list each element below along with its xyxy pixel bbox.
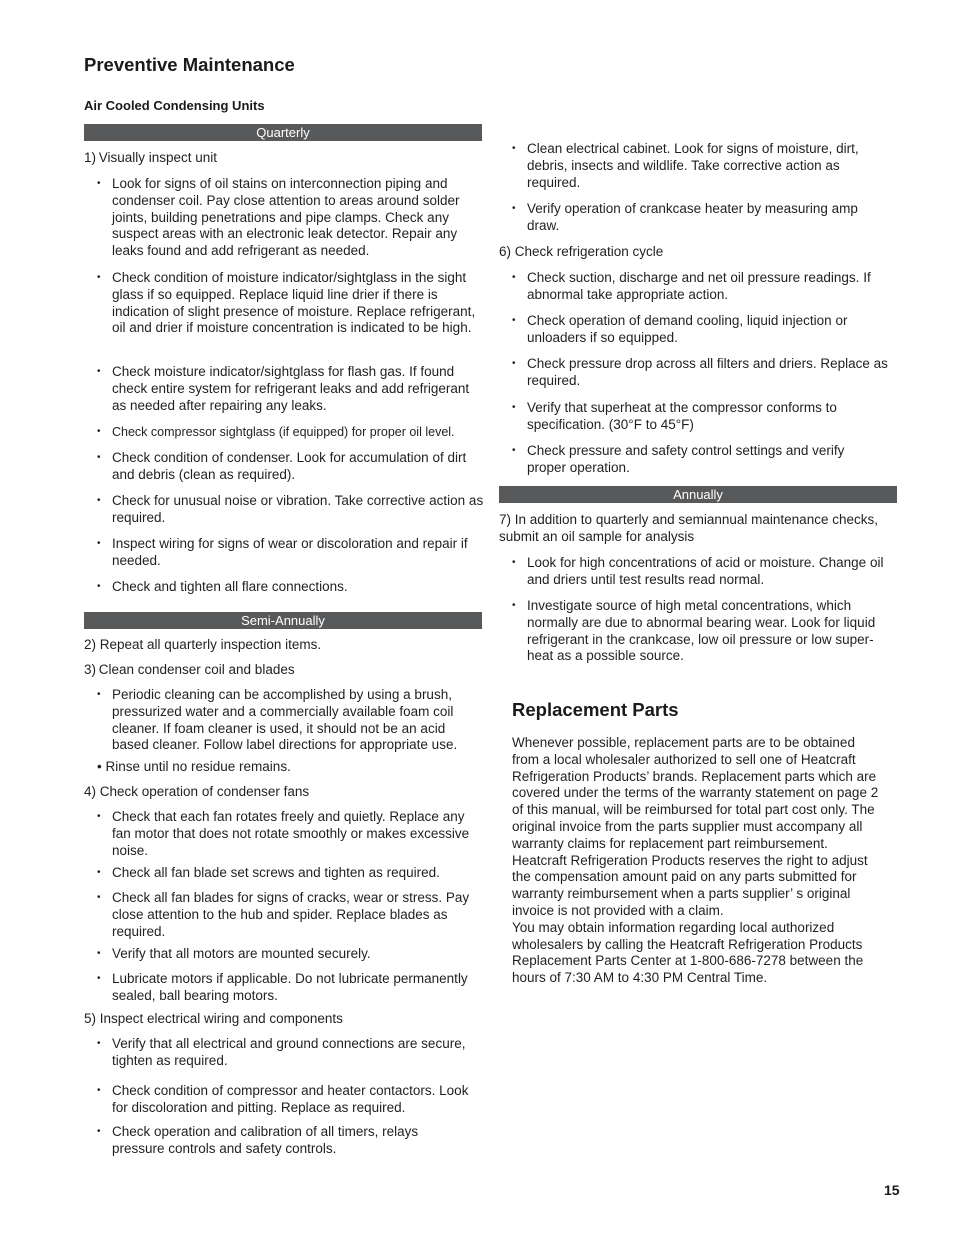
- list-item: [512, 598, 893, 665]
- list-item-text: Check suction, discharge and net oil pressure readings. If abnormal take appropriate action.: [527, 270, 871, 302]
- list-item: [97, 579, 484, 596]
- bullet-icon: •: [512, 600, 516, 611]
- bullet-icon: •: [512, 143, 516, 154]
- list-item: [97, 493, 484, 527]
- replacement-parts-paragraph: Whenever possible, replacement parts are to be obtained from a local wholesaler authorized to sell one of Heatcraft Refrigeration Products’ brands. Replacement parts which are covered under the terms of the warranty statement on page 2 of this manual, will be reimbursed for total part cost only. The original invoice from the parts supplier must accompany all warranty claims for replacement part reimbursement. Heatcraft Refrigeration Products reserves the right to adjust the compensation amount paid on any parts submitted for warranty reimbursement when a parts supplier’ s original invoice is not provided with a claim.: [512, 735, 879, 918]
- list-item: [97, 270, 484, 337]
- list-item: [97, 687, 484, 754]
- list-item: [512, 555, 899, 589]
- bullet-icon: •: [97, 178, 101, 189]
- list-item: [97, 1124, 452, 1158]
- list-item-rinse: • Rinse until no residue remains.: [97, 759, 291, 774]
- bullet-icon: •: [97, 495, 101, 506]
- list-item: [97, 946, 484, 963]
- list-item-text: Verify operation of crankcase heater by measuring amp draw.: [527, 201, 858, 233]
- bullet-icon: •: [512, 402, 516, 413]
- list-item-text: Check condition of condenser. Look for accumulation of dirt and debris (clean as required).: [112, 450, 467, 482]
- list-item: [512, 313, 889, 347]
- list-item-text: Check that each fan rotates freely and quietly. Replace any fan motor that does not rotate smoothly or makes excessive noise.: [112, 809, 470, 858]
- list-item-text: Check for unusual noise or vibration. Take corrective action as required.: [112, 493, 484, 525]
- list-item: [512, 201, 887, 235]
- list-item-text: Check condition of moisture indicator/sightglass in the sight glass if so equipped. Replace liquid line drier if there is indication of slight presence of moisture. Replace refrigerant, oil and drier if moisture concentration is indicated to be high.: [112, 270, 476, 336]
- bullet-icon: •: [512, 315, 516, 326]
- bullet-icon: •: [512, 272, 516, 283]
- list-item-text: Look for high concentrations of acid or moisture. Change oil and driers until test results read normal.: [527, 555, 884, 587]
- list-item: [97, 450, 484, 484]
- step-5: 5) Inspect electrical wiring and components: [84, 1011, 343, 1026]
- section-subtitle: Air Cooled Condensing Units: [84, 98, 265, 113]
- list-item-text: Check all fan blades for signs of cracks, wear or stress. Pay close attention to the hub and spider. Replace blades as required.: [112, 890, 470, 939]
- list-item-text: Verify that superheat at the compressor conforms to specification. (30°F to 45°F): [527, 400, 837, 432]
- list-item: [512, 270, 889, 304]
- bullet-icon: •: [97, 1085, 101, 1096]
- list-item-text: Check pressure drop across all filters and driers. Replace as required.: [527, 356, 888, 388]
- list-item: [97, 971, 486, 1005]
- bullet-icon: •: [97, 811, 101, 822]
- list-item-text: Check operation and calibration of all timers, relays pressure controls and safety controls.: [112, 1124, 419, 1156]
- step-2: 2) Repeat all quarterly inspection items.: [84, 637, 322, 652]
- bullet-icon: •: [97, 1038, 101, 1049]
- list-item-text: Lubricate motors if applicable. Do not lubricate permanently sealed, ball bearing motors.: [112, 971, 468, 1003]
- bullet-icon: •: [97, 366, 101, 377]
- list-item: [512, 400, 877, 434]
- bullet-icon: •: [97, 867, 101, 878]
- list-item-text: Check moisture indicator/sightglass for flash gas. If found check entire system for refrigerant leaks and add refrigerant as needed after repairing any leaks.: [112, 364, 470, 413]
- bullet-icon: •: [97, 272, 101, 283]
- list-item: [97, 865, 484, 882]
- page-title: Preventive Maintenance: [84, 54, 295, 75]
- bullet-icon: •: [97, 426, 101, 437]
- step-1: 1) Visually inspect unit: [84, 150, 218, 165]
- step-7: [499, 512, 897, 546]
- list-item: [97, 424, 486, 441]
- list-item-text: Inspect wiring for signs of wear or discoloration and repair if needed.: [112, 536, 468, 568]
- list-item-text: Investigate source of high metal concentrations, which normally are due to abnormal bearing wear. Look for liquid refrigerant in the crankcase, low oil pressure or low super-heat as a possible source.: [527, 598, 876, 664]
- list-item-text: Verify that all motors are mounted securely.: [112, 946, 371, 961]
- list-item-text: Look for signs of oil stains on interconnection piping and condenser coil. Pay close attention to areas around solder joints, building penetrations and pipe clamps. Check any suspect areas with an electronic leak detector. Repair any leaks found and add refrigerant as needed.: [112, 176, 460, 259]
- list-item-text: Check operation of demand cooling, liquid injection or unloaders if so equipped.: [527, 313, 848, 345]
- list-item: [97, 1083, 486, 1117]
- list-item: [97, 364, 486, 414]
- bullet-icon: •: [97, 973, 101, 984]
- replacement-parts-heading: Replacement Parts: [512, 699, 679, 720]
- step-4: 4) Check operation of condenser fans: [84, 784, 310, 799]
- list-item-text: Clean electrical cabinet. Look for signs of moisture, dirt, debris, insects and wildlife. Take corrective action as required.: [527, 141, 859, 190]
- bullet-icon: •: [97, 581, 101, 592]
- list-item: [512, 356, 889, 390]
- list-item-text: Check condition of compressor and heater contactors. Look for discoloration and pitting. Replace as required.: [112, 1083, 469, 1115]
- bullet-icon: •: [97, 689, 101, 700]
- annually-bar: Annually: [499, 486, 897, 503]
- step-6: 6) Check refrigeration cycle: [499, 244, 664, 259]
- list-item: [97, 176, 484, 260]
- page-number: 15: [884, 1182, 900, 1198]
- list-item: [97, 890, 484, 940]
- replacement-parts-paragraph: You may obtain information regarding local authorized wholesalers by calling the Heatcraft Refrigeration Products Replacement Parts Center at 1-800-686-7278 between the hours of 7:30 AM to 4:30 PM Central Time.: [512, 919, 864, 986]
- list-item: [512, 141, 887, 191]
- list-item: [97, 809, 486, 859]
- bullet-icon: •: [512, 445, 516, 456]
- replacement-parts-body: [512, 735, 884, 987]
- step-3: 3) Clean condenser coil and blades: [84, 662, 295, 677]
- list-item: [97, 1036, 484, 1070]
- step-7-text: 7) In addition to quarterly and semiannual maintenance checks, submit an oil sample for analysis: [499, 512, 878, 544]
- bullet-icon: •: [97, 538, 101, 549]
- bullet-icon: •: [97, 948, 101, 959]
- list-item-text: Periodic cleaning can be accomplished by using a brush, pressurized water and a commercially available foam coil cleaner. If foam cleaner is used, it should not be an acid based cleaner. Follow label directions for appropriate use.: [112, 687, 458, 753]
- bullet-icon: •: [97, 1126, 101, 1137]
- bullet-icon: •: [97, 452, 101, 463]
- semi-annually-bar: Semi-Annually: [84, 612, 482, 629]
- bullet-icon: •: [512, 203, 516, 214]
- list-item-text: Check all fan blade set screws and tighten as required.: [112, 865, 440, 880]
- bullet-icon: •: [97, 892, 101, 903]
- list-item: [97, 536, 484, 570]
- list-item-text: Verify that all electrical and ground connections are secure, tighten as required.: [112, 1036, 466, 1068]
- list-item-text: Check compressor sightglass (if equipped) for proper oil level.: [112, 425, 455, 439]
- list-item-text: Check pressure and safety control settings and verify proper operation.: [527, 443, 845, 475]
- list-item: [512, 443, 877, 477]
- quarterly-bar: Quarterly: [84, 124, 482, 141]
- bullet-icon: •: [512, 358, 516, 369]
- bullet-icon: •: [512, 557, 516, 568]
- list-item-text: Check and tighten all flare connections.: [112, 579, 348, 594]
